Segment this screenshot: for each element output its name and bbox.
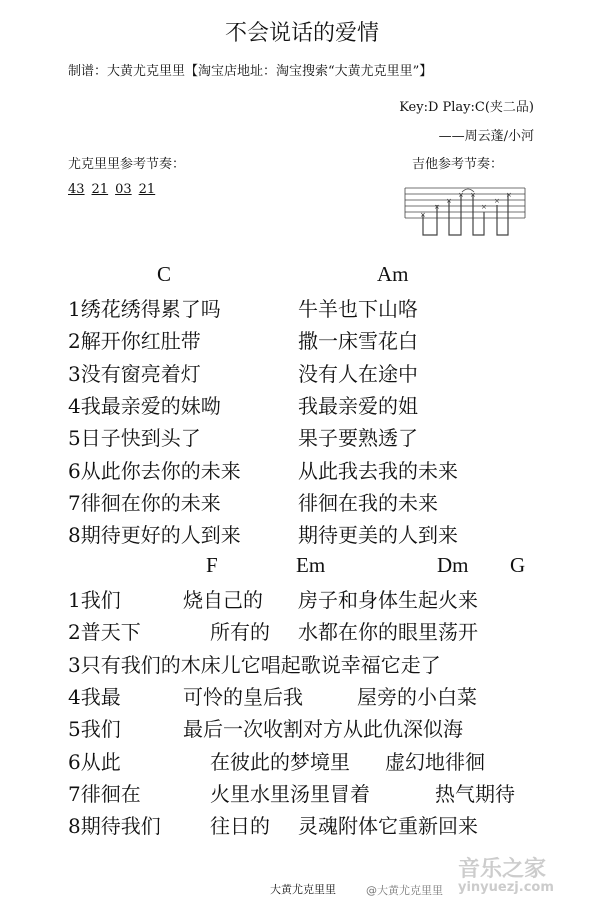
guitar-rhythm-label: 吉他参考节奏： xyxy=(412,157,504,172)
lyric-segment: 徘徊在我的未来 xyxy=(298,490,438,515)
svg-text:×: × xyxy=(458,191,464,199)
lyric-segment: 水都在你的眼里荡开 xyxy=(298,620,478,645)
rhythm-beat: 03 xyxy=(115,182,132,197)
lyric-segment: 8期待我们 xyxy=(68,814,161,839)
lyric-segment: 4我最 xyxy=(68,684,121,709)
lyric-segment: 2解开你红肚带 xyxy=(68,329,201,354)
lyric-segment: 没有人在途中 xyxy=(298,361,418,386)
footer-text: 大黄尤克里里 xyxy=(270,884,336,896)
watermark-logo: 音乐之家 xyxy=(458,857,547,882)
song-title: 不会说话的爱情 xyxy=(224,21,379,46)
svg-text:×: × xyxy=(420,211,426,219)
lyric-segment: 火里水里汤里冒着 xyxy=(210,781,370,806)
uke-rhythm xyxy=(68,182,162,197)
rhythm-beat: 43 xyxy=(68,182,85,197)
lyric-segment: 4我最亲爱的妹呦 xyxy=(68,393,221,418)
lyric-segment: 果子要熟透了 xyxy=(298,426,418,451)
rhythm-beat: 21 xyxy=(138,182,156,197)
lyric-segment: 往日的 xyxy=(210,814,270,839)
chord-g: G xyxy=(510,553,526,577)
lyric-segment: 6从此 xyxy=(68,749,121,774)
lyric-segment: 灵魂附体它重新回来 xyxy=(298,814,478,839)
svg-text:×: × xyxy=(481,203,487,211)
watermark-url: yinyuezj.com xyxy=(458,880,554,895)
lyric-segment: 3没有窗亮着灯 xyxy=(68,361,201,386)
lyric-segment: 5我们 xyxy=(68,717,121,742)
chord-dm: Dm xyxy=(437,553,469,577)
guitar-rhythm-tab xyxy=(400,183,530,243)
uke-rhythm-label: 尤克里里参考节奏： xyxy=(68,157,186,172)
lyric-segment: 在彼此的梦境里 xyxy=(210,749,350,774)
artist: ——周云蓬/小河 xyxy=(438,129,534,144)
lyric-segment: 可怜的皇后我 xyxy=(183,684,303,709)
lyric-segment: 房子和身体生起火来 xyxy=(298,588,478,612)
lyric-segment: 烧自己的 xyxy=(183,588,263,612)
lyric-segment: 5日子快到头了 xyxy=(68,426,201,451)
lyric-segment: 1绣花绣得累了吗 xyxy=(68,297,221,321)
lyric-segment: 牛羊也下山咯 xyxy=(298,297,418,321)
lyric-segment: 所有的 xyxy=(210,620,270,645)
watermark-overlay: @大黄尤克里里 xyxy=(366,884,443,897)
lyric-segment: 我最亲爱的姐 xyxy=(298,393,418,418)
chord-c: C xyxy=(157,262,172,286)
svg-text:×: × xyxy=(494,197,500,205)
lyric-segment: 2普天下 xyxy=(68,620,141,645)
rhythm-beat: 21 xyxy=(91,182,109,197)
lyric-segment: 8期待更好的人到来 xyxy=(68,523,241,548)
svg-text:×: × xyxy=(506,191,512,199)
lyric-segment: 7徘徊在 xyxy=(68,781,141,806)
lyric-segment: 1我们 xyxy=(68,588,121,612)
svg-text:×: × xyxy=(470,191,476,199)
lyric-segment: 3只有我们的木床儿它唱起歌说幸福它走了 xyxy=(68,652,441,677)
lyric-segment: 虚幻地徘徊 xyxy=(385,749,485,774)
chord-am: Am xyxy=(377,262,409,286)
lyric-segment: 撒一床雪花白 xyxy=(298,329,418,354)
lyric-segment: 屋旁的小白菜 xyxy=(357,684,477,709)
chord-em: Em xyxy=(296,553,326,577)
lyric-segment: 期待更美的人到来 xyxy=(298,523,458,548)
svg-text:×: × xyxy=(446,197,452,205)
lyric-segment: 7徘徊在你的未来 xyxy=(68,490,221,515)
key-info: Key:D Play:C(夹二品) xyxy=(399,100,534,115)
chord-f: F xyxy=(206,553,218,577)
lyric-segment: 6从此你去你的未来 xyxy=(68,458,241,483)
svg-text:×: × xyxy=(434,203,440,211)
lyric-segment: 热气期待 xyxy=(435,781,515,806)
lyric-segment: 从此我去我的未来 xyxy=(298,458,458,483)
lyric-segment: 最后一次收割对方从此仇深似海 xyxy=(183,717,463,742)
credit-line: 制谱：大黄尤克里里【淘宝店地址：淘宝搜索“大黄尤克里里”】 xyxy=(68,64,433,79)
